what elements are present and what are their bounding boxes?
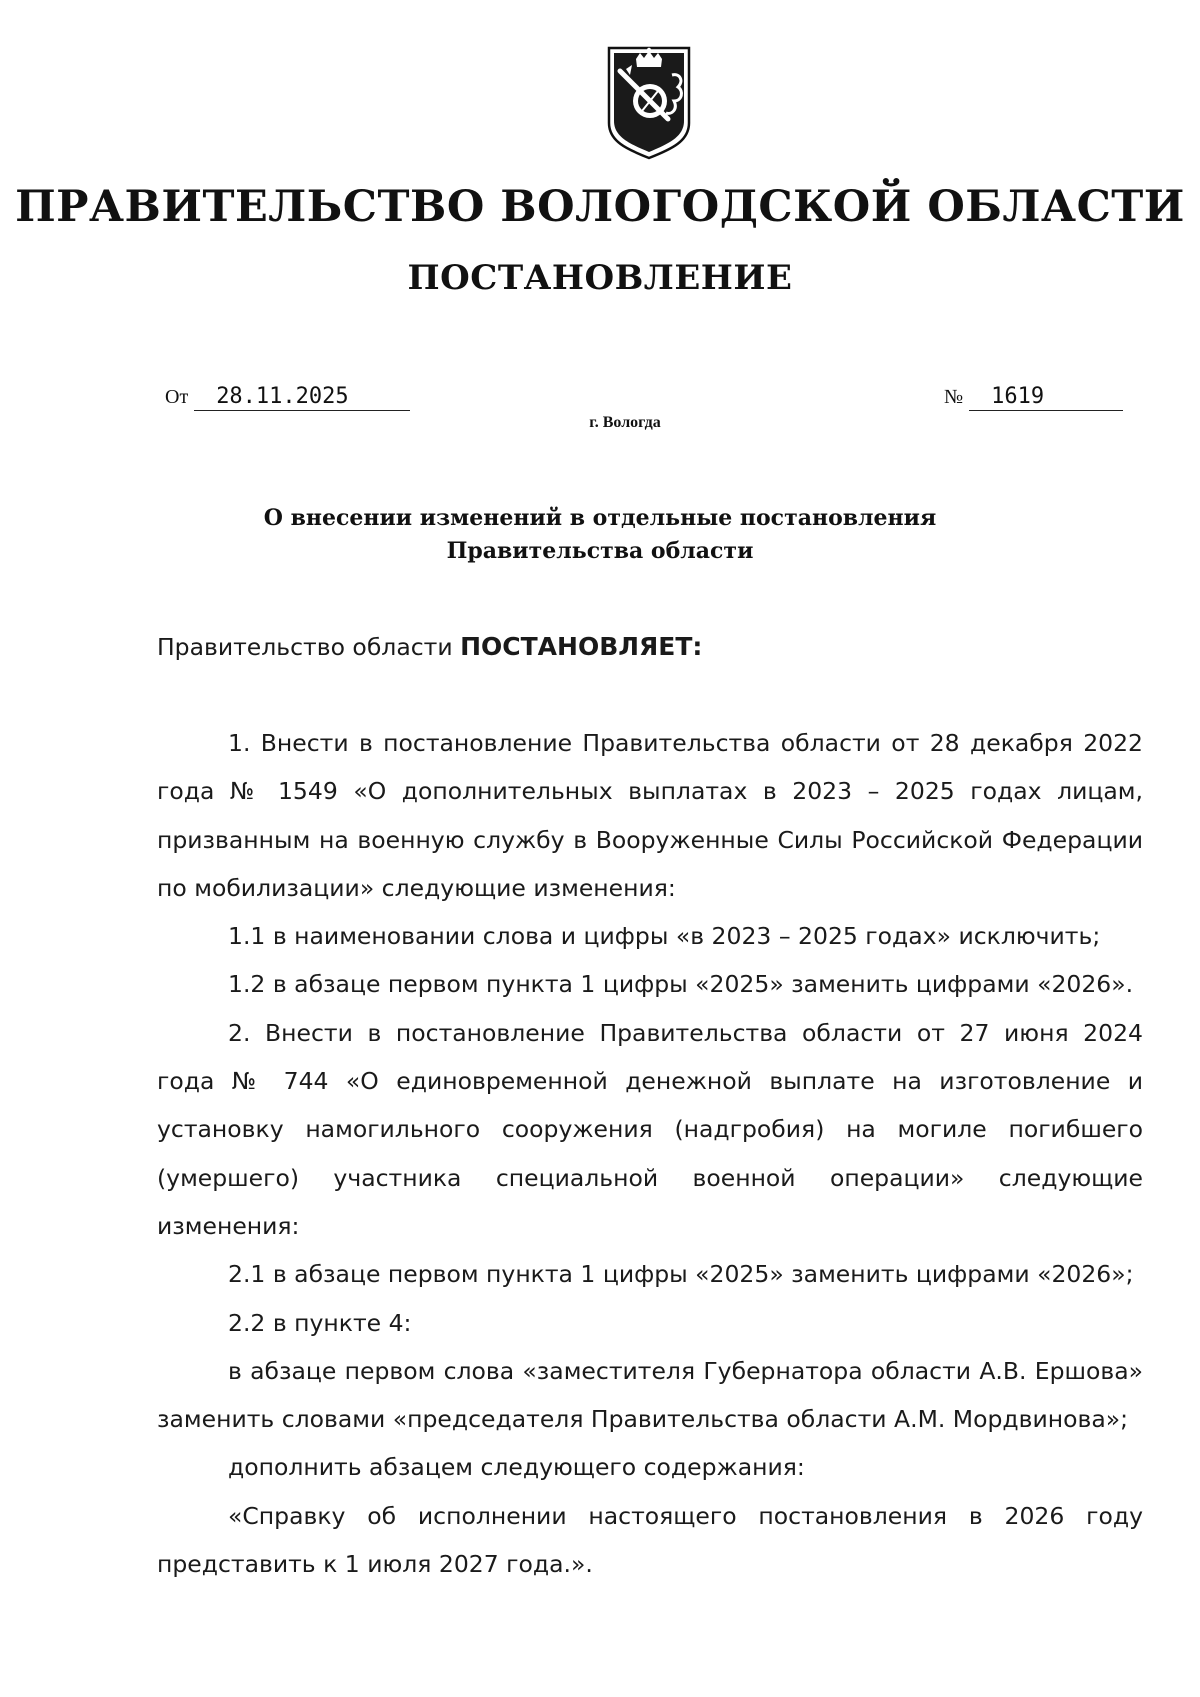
resolution-statement (157, 624, 1143, 670)
subject-line-1: О внесении изменений в отдельные постановления (263, 505, 937, 531)
government-title: ПРАВИТЕЛЬСТВО ВОЛОГОДСКОЙ ОБЛАСТИ (15, 182, 1185, 232)
document-body (157, 624, 1143, 1588)
document-number-field (944, 384, 1123, 411)
paragraph-1-1: 1.1 в наименовании слова и цифры «в 2023 – 2025 годах» исключить; (228, 922, 1101, 951)
paragraph-1-2: 1.2 в абзаце первом пункта 1 цифры «2025» заменить цифрами «2026». (228, 970, 1134, 999)
number-prefix: № (944, 386, 964, 408)
paragraph-1: 1. Внести в постановление Правительства области от 28 декабря 2022 года № 1549 «О дополнительных выплатах в 2023 – 2025 годах лицам, призванным на военную службу в Вооруженные Силы Российской Федерации по мобилизации» следующие изменения: (157, 729, 1143, 902)
document-type: ПОСТАНОВЛЕНИЕ (407, 258, 793, 298)
paragraph-2-1: 2.1 в абзаце первом пункта 1 цифры «2025» заменить цифрами «2026»; (228, 1260, 1134, 1289)
paragraph-2-2-b: дополнить абзацем следующего содержания: (228, 1453, 805, 1482)
city-label: г. Вологда (589, 414, 661, 431)
subject-line-2: Правительства области (446, 538, 754, 564)
resolution-keyword: ПОСТАНОВЛЯЕТ: (460, 632, 703, 661)
paragraph-2-2-a: в абзаце первом слова «заместителя Губернатора области А.В. Ершова» заменить словами «председателя Правительства области А.М. Мордвинова»; (157, 1356, 1143, 1434)
paragraph-2: 2. Внести в постановление Правительства области от 27 июня 2024 года № 744 «О единовременной денежной выплате на изготовление и установку намогильного сооружения (надгробия) на могиле погибшего (умершего) участника специальной военной операции» следующие изменения: (157, 1018, 1143, 1240)
resolution-prefix: Правительство области (157, 633, 461, 661)
coat-of-arms-icon (606, 45, 692, 161)
document-subject (0, 502, 1200, 568)
date-field (165, 384, 410, 411)
paragraph-2-2: 2.2 в пункте 4: (228, 1308, 412, 1337)
date-value: 28.11.2025 (194, 384, 410, 411)
paragraph-2-2-c: «Справку об исполнении настоящего постановления в 2026 году представить к 1 июля 2027 года.». (157, 1501, 1143, 1579)
document-number-value: 1619 (969, 384, 1123, 411)
date-prefix: От (165, 386, 189, 408)
